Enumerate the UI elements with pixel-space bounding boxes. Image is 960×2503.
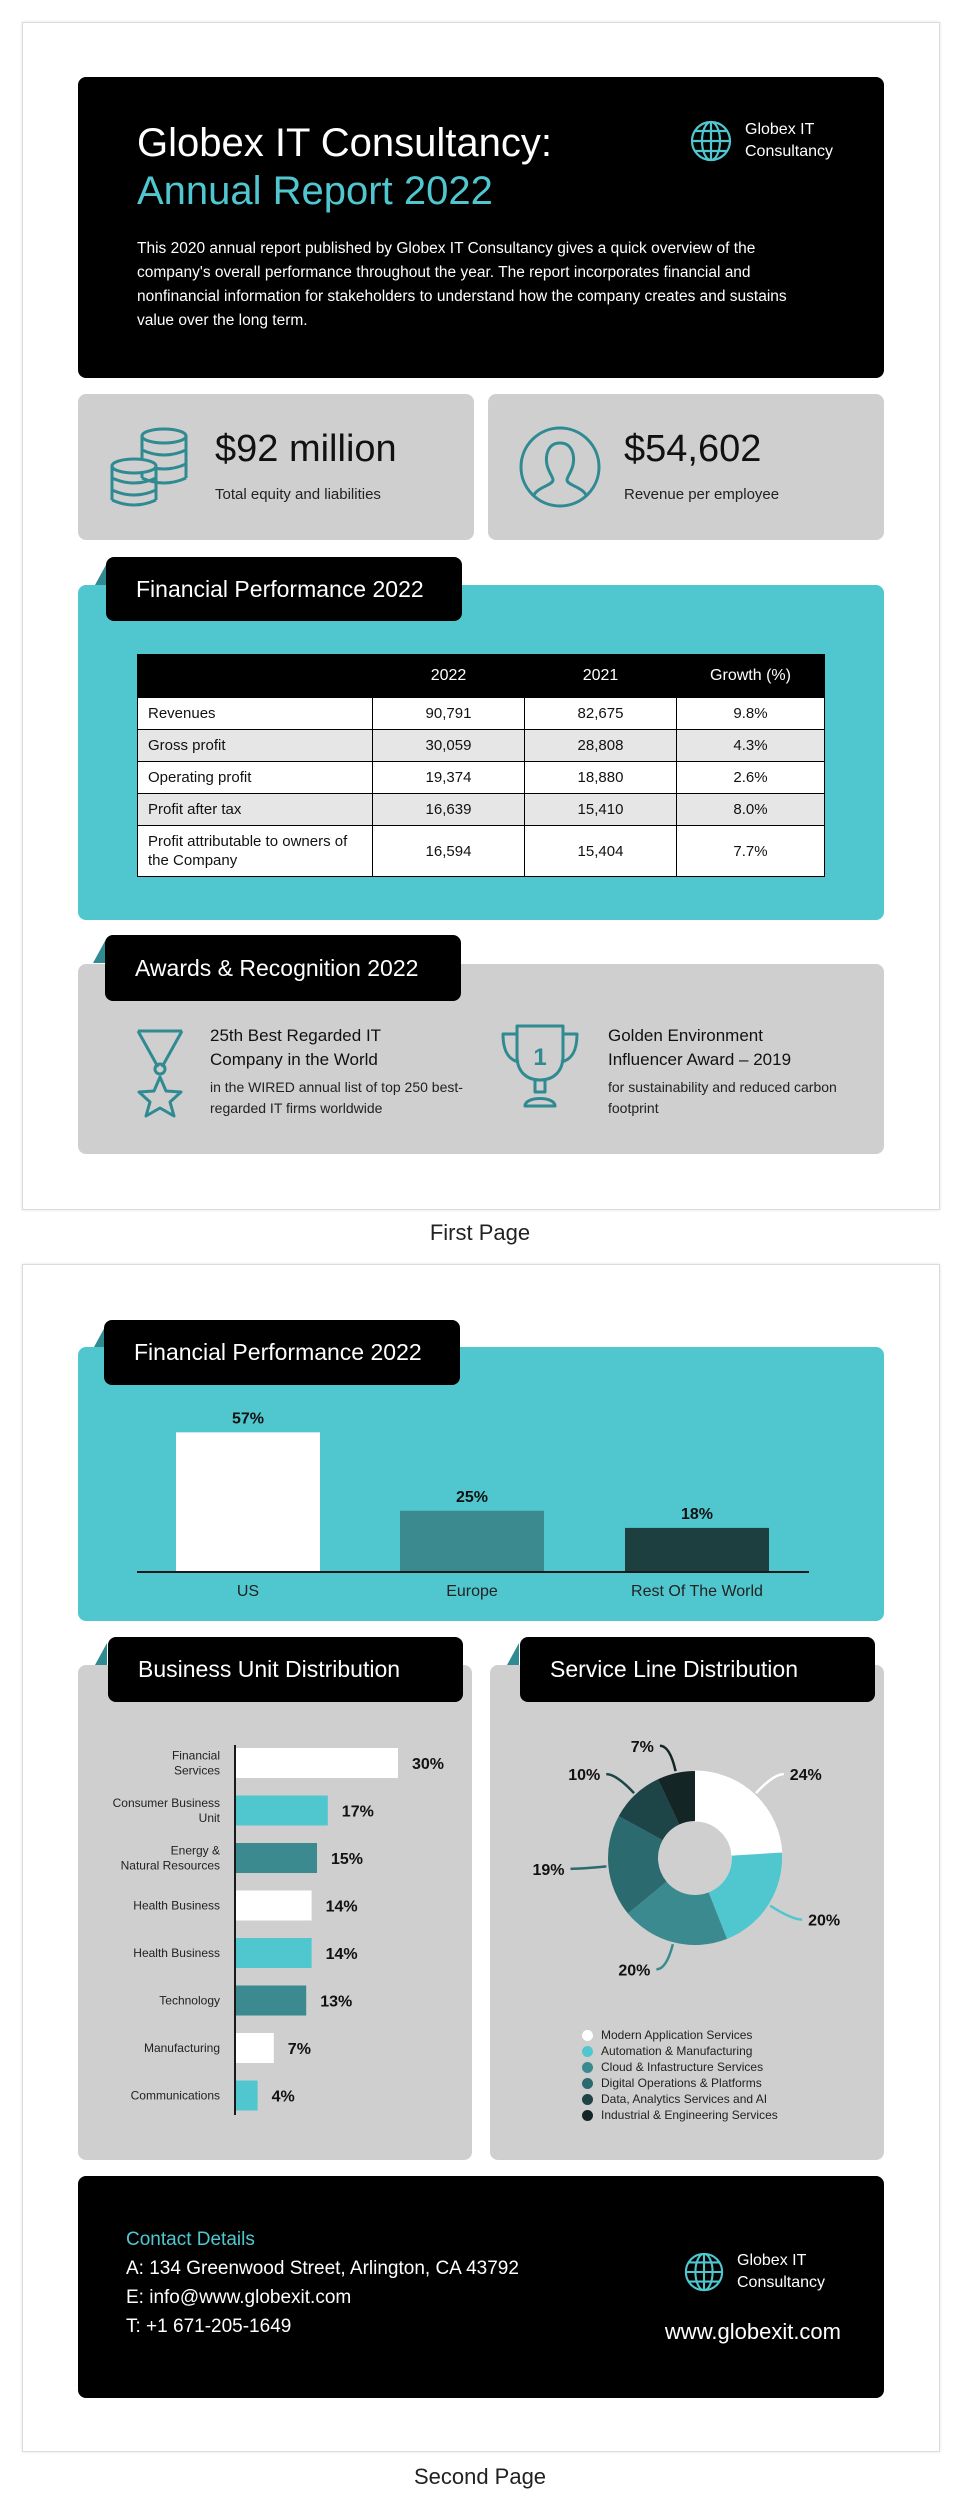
hbar-value-label: 15% — [331, 1851, 364, 1868]
website-link[interactable]: www.globexit.com — [664, 2319, 841, 2344]
bar-category-label: Rest Of The World — [631, 1583, 763, 1600]
row-2021: 15,404 — [525, 826, 677, 877]
bar-value-label: 25% — [455, 1488, 489, 1506]
stat-label-equity: Total equity and liabilities — [215, 486, 381, 503]
legend-item — [582, 2027, 778, 2043]
bar-category-label: US — [236, 1583, 260, 1600]
report-title — [137, 119, 552, 215]
business-unit-tab-title: Business Unit Distribution — [108, 1637, 463, 1702]
legend-swatch — [582, 2062, 593, 2073]
logo-text-line2: Consultancy — [745, 143, 834, 160]
report-description: This 2020 annual report published by Globex IT Consultancy gives a quick overview of the company's overall performance throughout the year. The report incorporates financial and nonfinancial information for stakeholders to understand how the company creates and sustains value over the long term. — [137, 240, 787, 329]
legend-swatch — [582, 2030, 593, 2041]
row-label: Operating profit — [138, 762, 373, 794]
donut-value-label: 20% — [618, 1962, 651, 1980]
logo-text-line1: Globex IT — [745, 121, 815, 138]
legend-item — [582, 2107, 778, 2123]
trophy-icon — [497, 1022, 583, 1110]
legend-swatch — [582, 2094, 593, 2105]
hbar-category-label: Energy & Natural Resources — [120, 1843, 220, 1873]
table-header-blank — [138, 655, 373, 698]
hbar-value-label: 14% — [325, 1898, 358, 1916]
donut-value-label: 7% — [630, 1738, 654, 1756]
hbar — [236, 2081, 258, 2111]
contact-heading: Contact Details — [126, 2229, 255, 2250]
legend-item — [582, 2059, 778, 2075]
row-label: Profit attributable to owners of the Company — [138, 826, 373, 877]
donut-value-label: 19% — [532, 1861, 565, 1879]
contact-address: A: 134 Greenwood Street, Arlington, CA 43792 — [126, 2258, 519, 2279]
hbar-value-label: 14% — [325, 1946, 358, 1963]
hbar — [236, 1843, 317, 1873]
hbar-category-label: Financial Services — [171, 1748, 220, 1778]
legend-swatch — [582, 2046, 593, 2057]
bar-value-label: 18% — [680, 1505, 714, 1523]
row-growth: 8.0% — [677, 794, 825, 826]
service-line-donut-chart — [490, 1665, 884, 2005]
stat-card-equity — [78, 394, 474, 540]
table-row — [138, 762, 825, 794]
row-2021: 18,880 — [525, 762, 677, 794]
row-growth: 4.3% — [677, 730, 825, 762]
report-title-line2: Annual Report 2022 — [137, 169, 493, 213]
award-2-title: Golden Environment Influencer Award – 2019 — [608, 1026, 792, 1069]
business-unit-bar-chart — [78, 1665, 472, 2160]
bar-rest-of-the-world — [625, 1528, 769, 1572]
donut-leader-line — [756, 1774, 784, 1793]
row-2022: 16,594 — [373, 826, 525, 877]
hbar-category-label: Technology — [159, 1993, 220, 2008]
header-logo — [689, 119, 833, 163]
bar-value-label: 57% — [231, 1410, 265, 1428]
donut-value-label: 10% — [568, 1767, 601, 1785]
legend-item — [582, 2075, 778, 2091]
hbar-category-label: Health Business — [133, 1946, 220, 1960]
bar-europe — [400, 1511, 544, 1572]
hbar-category-label: Communications — [130, 2088, 220, 2103]
globe-icon — [689, 119, 733, 163]
hbar-value-label: 13% — [320, 1993, 353, 2011]
service-line-tab-title: Service Line Distribution — [520, 1637, 875, 1702]
stat-card-revenue — [488, 394, 884, 540]
table-header-2021: 2021 — [525, 655, 677, 698]
legend-swatch — [582, 2110, 593, 2121]
stat-label-revenue: Revenue per employee — [624, 486, 780, 503]
table-row — [138, 730, 825, 762]
contact-email[interactable]: E: info@www.globexit.com — [126, 2287, 352, 2308]
row-label: Revenues — [138, 698, 373, 730]
donut-leader-line — [770, 1906, 802, 1920]
legend-swatch — [582, 2078, 593, 2089]
footer-logo-line2: Consultancy — [737, 2274, 826, 2291]
hbar — [236, 1796, 328, 1826]
hbar-value-label: 17% — [341, 1803, 374, 1821]
stat-value-equity: $92 million — [215, 428, 397, 470]
row-2022: 16,639 — [373, 794, 525, 826]
row-2022: 30,059 — [373, 730, 525, 762]
row-2022: 19,374 — [373, 762, 525, 794]
report-header — [78, 77, 884, 378]
row-label: Gross profit — [138, 730, 373, 762]
table-header-row — [138, 655, 825, 698]
table-row — [138, 698, 825, 730]
row-growth: 2.6% — [677, 762, 825, 794]
award-1-desc: in the WIRED annual list of top 250 best-regarded IT firms worldwide — [210, 1079, 463, 1116]
user-icon — [518, 425, 602, 509]
contact-phone: T: +1 671-205-1649 — [126, 2316, 292, 2337]
donut-leader-line — [571, 1866, 607, 1868]
tab-fold — [93, 941, 105, 963]
tab-fold — [95, 1643, 107, 1665]
legend-label: Industrial & Engineering Services — [601, 2108, 778, 2122]
legend-item — [582, 2043, 778, 2059]
hbar — [236, 1891, 312, 1921]
regional-tab-title: Financial Performance 2022 — [104, 1320, 460, 1385]
legend-label: Modern Application Services — [601, 2028, 753, 2042]
footer-logo-text — [737, 2250, 825, 2294]
hbar — [236, 1748, 398, 1778]
donut-leader-line — [656, 1944, 672, 1969]
row-growth: 9.8% — [677, 698, 825, 730]
donut-leader-line — [660, 1746, 676, 1771]
table-header-growth: Growth (%) — [677, 655, 825, 698]
hbar — [236, 2033, 274, 2063]
table-header-2022: 2022 — [373, 655, 525, 698]
hbar-category-label: Consumer Business Unit — [112, 1796, 220, 1825]
report-title-line1: Globex IT Consultancy: — [137, 121, 553, 165]
donut-value-label: 24% — [789, 1767, 822, 1785]
page-one-caption: First Page — [429, 1220, 531, 1245]
row-2022: 90,791 — [373, 698, 525, 730]
hbar — [236, 1986, 306, 2016]
hbar — [236, 1938, 312, 1968]
row-growth: 7.7% — [677, 826, 825, 877]
row-2021: 15,410 — [525, 794, 677, 826]
bar-us — [176, 1432, 320, 1572]
legend-label: Data, Analytics Services and AI — [601, 2092, 768, 2106]
footer-logo-line1: Globex IT — [737, 2252, 807, 2269]
legend-label: Digital Operations & Platforms — [601, 2076, 762, 2090]
hbar-category-label: Manufacturing — [143, 2041, 220, 2055]
award-1-title: 25th Best Regarded IT Company in the World — [210, 1026, 381, 1069]
coins-icon — [106, 426, 192, 510]
header-logo-text — [745, 119, 833, 163]
table-row — [138, 826, 825, 877]
bar-category-label: Europe — [446, 1583, 498, 1600]
row-2021: 82,675 — [525, 698, 677, 730]
donut-leader-line — [606, 1774, 634, 1793]
footer-logo — [683, 2250, 825, 2294]
legend-label: Cloud & Infastructure Services — [601, 2060, 764, 2074]
row-label: Profit after tax — [138, 794, 373, 826]
hbar-category-label: Health Business — [133, 1898, 220, 1913]
stat-value-revenue: $54,602 — [624, 428, 762, 470]
regional-bar-chart — [78, 1347, 884, 1621]
financial-table — [137, 654, 825, 877]
hbar-value-label: 30% — [412, 1756, 445, 1773]
hbar-value-label: 4% — [271, 2088, 295, 2106]
financial-tab-title: Financial Performance 2022 — [106, 557, 462, 621]
award-2-desc: for sustainability and reduced carbon footprint — [608, 1079, 837, 1116]
globe-icon — [683, 2251, 725, 2293]
donut-value-label: 20% — [808, 1912, 841, 1930]
donut-slice — [695, 1771, 782, 1856]
tab-fold — [507, 1643, 519, 1665]
page-two-caption: Second Page — [413, 2464, 547, 2489]
medal-icon — [130, 1027, 190, 1119]
table-row — [138, 794, 825, 826]
service-line-legend — [582, 2027, 778, 2123]
legend-item — [582, 2091, 778, 2107]
legend-label: Automation & Manufacturing — [601, 2044, 753, 2058]
trophy-number: 1 — [533, 1044, 547, 1071]
contact-footer — [78, 2176, 884, 2398]
awards-tab-title: Awards & Recognition 2022 — [105, 935, 461, 1001]
row-2021: 28,808 — [525, 730, 677, 762]
hbar-value-label: 7% — [287, 2041, 311, 2058]
